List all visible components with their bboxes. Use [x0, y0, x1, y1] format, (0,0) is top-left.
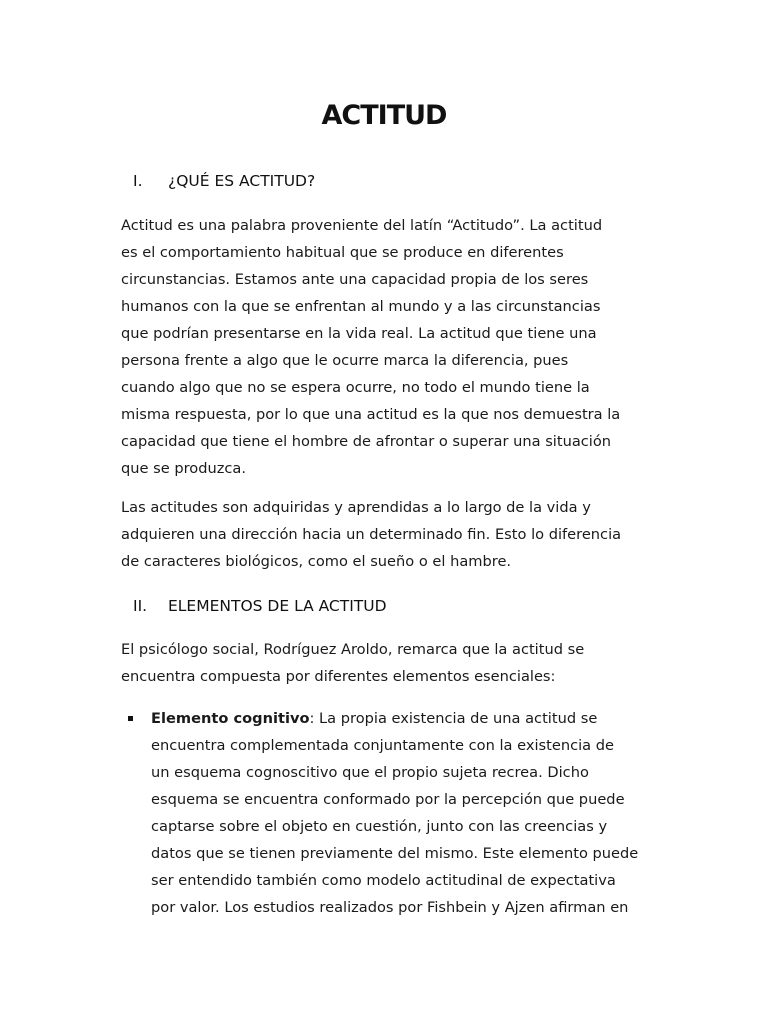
bullet-line: encuentra complementada conjuntamente con la existencia de	[151, 737, 615, 754]
bullet-first-line	[151, 705, 681, 732]
section-title: ¿QUÉ ES ACTITUD?	[168, 172, 316, 190]
paragraph-line: Las actitudes son adquiridas y aprendidas a lo largo de la vida y	[121, 499, 591, 516]
bullet-line: por valor. Los estudios realizados por Fishbein y Ajzen afirman en	[151, 899, 629, 916]
paragraph-line: circunstancias. Estamos ante una capacidad propia de los seres	[121, 271, 589, 288]
paragraph-line: misma respuesta, por lo que una actitud es la que nos demuestra la	[121, 406, 621, 423]
paragraph-line: cuando algo que no se espera ocurre, no todo el mundo tiene la	[121, 379, 590, 396]
paragraph-line: persona frente a algo que le ocurre marca la diferencia, pues	[121, 352, 569, 369]
bullet-body	[151, 705, 681, 921]
section-number: II.	[133, 597, 148, 615]
paragraph-line: de caracteres biológicos, como el sueño o el hambre.	[121, 553, 512, 570]
bullet-line: datos que se tienen previamente del mismo. Este elemento puede	[151, 845, 639, 862]
bullet-line: captarse sobre el objeto en cuestión, junto con las creencias y	[151, 818, 608, 835]
paragraph-1	[121, 212, 651, 482]
square-bullet-icon	[128, 716, 133, 721]
paragraph-line: que se produzca.	[121, 460, 247, 477]
paragraph-line: adquieren una dirección hacia un determinado fin. Esto lo diferencia	[121, 526, 622, 543]
bullet-term: Elemento cognitivo	[151, 710, 310, 727]
paragraph-line: humanos con la que se enfrentan al mundo y a las circunstancias	[121, 298, 601, 315]
section-title: ELEMENTOS DE LA ACTITUD	[168, 597, 387, 615]
paragraph-line: Actitud es una palabra proveniente del latín “Actitudo”. La actitud	[121, 217, 603, 234]
section-number: I.	[133, 172, 143, 190]
bullet-first-line-text: : La propia existencia de una actitud se	[309, 710, 598, 727]
paragraph-line: es el comportamiento habitual que se produce en diferentes	[121, 244, 564, 261]
paragraph-line: encuentra compuesta por diferentes elementos esenciales:	[121, 668, 556, 685]
bullet-line: esquema se encuentra conformado por la percepción que puede	[151, 791, 625, 808]
bullet-line: ser entendido también como modelo actitudinal de expectativa	[151, 872, 616, 889]
bullet-line: un esquema cognoscitivo que el propio sujeta recrea. Dicho	[151, 764, 589, 781]
paragraph-2	[121, 494, 651, 575]
paragraph-line: capacidad que tiene el hombre de afrontar o superar una situación	[121, 433, 612, 450]
paragraph-line: El psicólogo social, Rodríguez Aroldo, remarca que la actitud se	[121, 641, 585, 658]
paragraph-line: que podrían presentarse en la vida real. La actitud que tiene una	[121, 325, 597, 342]
document-title: ACTITUD	[321, 100, 447, 131]
paragraph-3	[121, 636, 651, 690]
